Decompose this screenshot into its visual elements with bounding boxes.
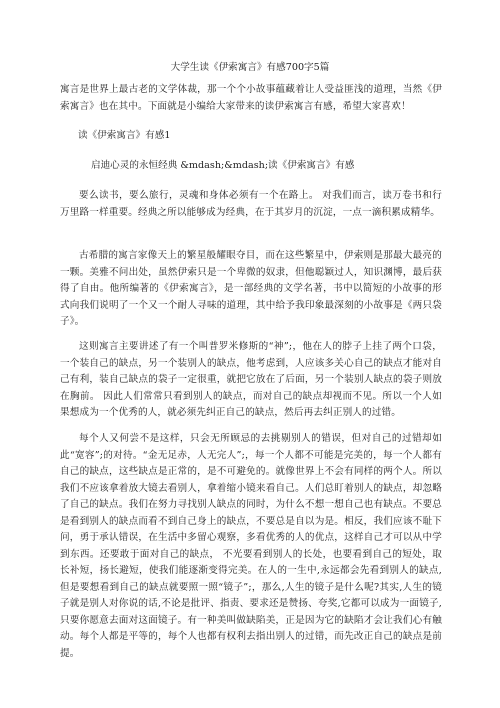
body-paragraph-4: 每个人又何尝不是这样，只会无所顾忌的去挑剔别人的错误，但对自己的过错却如此“宽容”;的对待。“金无足赤，人无完人”;，每一个人都不可能是完美的，每一个人都有自己的缺点，这些缺点是正常的，是不可避免的。就像世界上不会有同样的两个人。所以我们不应该拿着放大镜去看别人，拿着缩小镜来看自己。人们总盯着别人的缺点，却忽略了自己的缺点。我们在努力寻找别人缺点的同时，为什么不想一想自己也有缺点。不要总是看到别人的缺点而看不到自己身上的缺点，不要总是自以为是。相反，我们应该不耻下问，勇于承认错误，在生活中多留心观察，多看优秀的人的优点，这样自己才可以从中学到东西。还要敢于面对自己的缺点， 不光要看到别人的长处，也要看到自己的短处，取长补短，扬长避短，使我们能逐渐变得完美。在人的一生中,永远都会先看到别人的缺点,但是要想看到自己的缺点就要照一照“镜子”;，那么,人生的镜子是什么呢?其实,人生的镜子就是别人对你说的话,不论是批评、指责、要求还是赞扬、夸奖,它都可以成为一面镜子,只要你愿意去面对这面镜子。有一种美叫做缺陷美，正是因为它的缺陷才会让我们心有触动。每个人都是平等的，每个人也都有权利去指出别人的过错，而先改正自己的缺点是前提。 (60, 433, 442, 659)
body-paragraph-1: 要么读书，要么旅行，灵魂和身体必须有一个在路上。 对我们而言，读万卷书和行万里路一样重要。经典之所以能够成为经典，在于其岁月的沉淀，一点一滴积累成精华。 (60, 190, 442, 218)
essay-subtitle: 启迪心灵的永恒经典 &mdash;&mdash;读《伊索寓言》有感 (91, 160, 355, 171)
body-paragraph-2: 古希腊的寓言家像天上的繁星般耀眼夺目，而在这些繁星中，伊索则是那最大最亮的一颗。美雅不问出处，虽然伊索只是一个卑微的奴隶，但他聪颖过人，知识渊博，最后获得了自由。他所编著的《伊索寓言》，是一部经典的文学名著，书中以简短的小故事的形式向我们说明了一个又一个耐人寻味的道理，其中给予我印象最深刻的小故事是《两只袋子》。 (60, 250, 442, 327)
document-title: 大学生读《伊索寓言》有感700字5篇 (170, 62, 330, 73)
body-paragraph-3: 这则寓言主要讲述了有一个叫普罗米修斯的“神”;，他在人的脖子上挂了两个口袋，一个装自己的缺点，另一个装别人的缺点，他考虑到，人应该多关心自己的缺点才能对自己有利，装自己缺点的袋子一定很重，就把它放在了后面，另一个装别人缺点的袋子则放在胸前。 因此人们常常只看到别人的缺点，而对自己的缺点却视而不见。所以一个人如果想成为一个优秀的人，就必须先纠正自己的缺点，然后再去纠正别人的过错。 (60, 341, 442, 418)
intro-paragraph: 寓言是世界上最古老的文学体裁，那一个个小故事蕴藏着让人受益匪浅的道理，当然《伊索寓言》也在其中。下面就是小编给大家带来的读伊索寓言有感，希望大家喜欢！ (60, 84, 442, 112)
section-heading: 读《伊索寓言》有感1 (78, 130, 171, 141)
